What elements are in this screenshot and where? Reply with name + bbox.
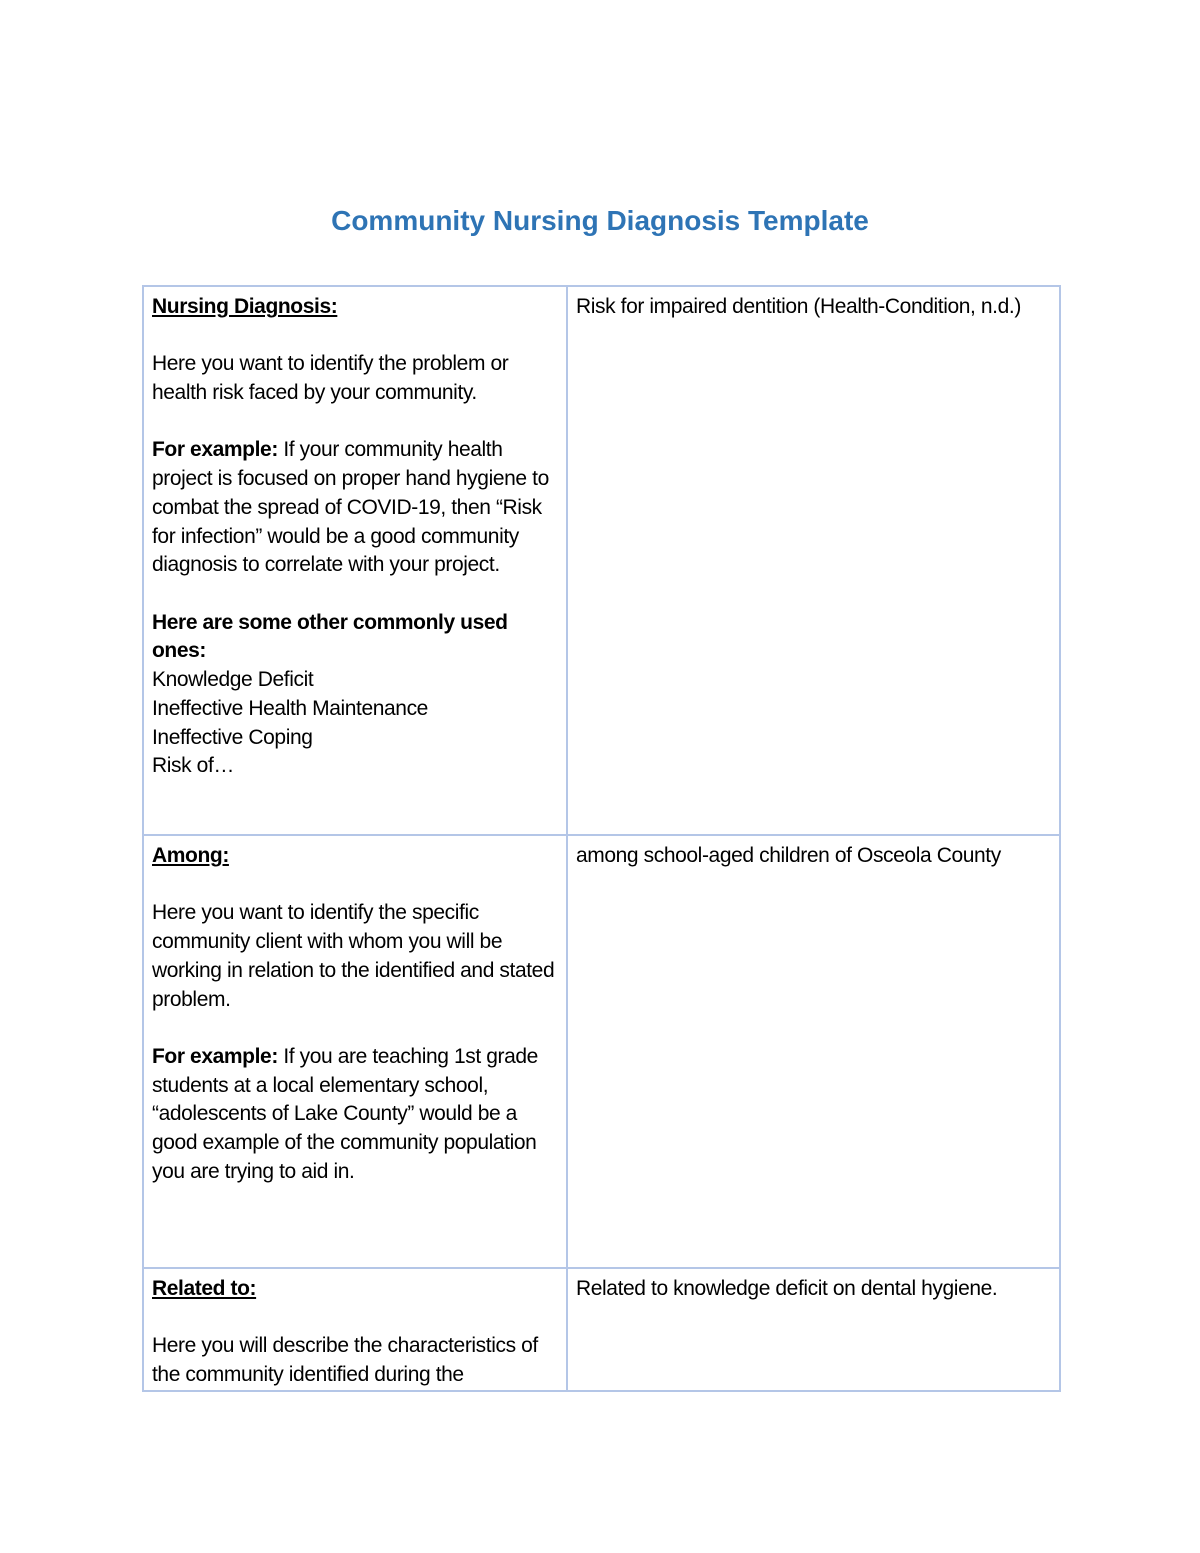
related-to-guidance-cell: [143, 1268, 567, 1391]
nursing-diagnosis-answer: Risk for impaired dentition (Health-Condition, n.d.): [576, 295, 1021, 318]
related-to-description: Here you will describe the characteristics of the community identified during the: [152, 1334, 538, 1387]
table-row: [143, 1268, 1060, 1391]
related-to-answer-cell: [567, 1268, 1060, 1391]
related-to-answer: Related to knowledge deficit on dental hygiene.: [576, 1277, 998, 1300]
among-example: [152, 1043, 558, 1187]
page-title: Community Nursing Diagnosis Template: [331, 205, 869, 236]
example-text: If your community health project is focused on proper hand hygiene to combat the spread of COVID-19, then “Risk for infection” would be a good community diagnosis to correlate with your project.: [152, 438, 549, 577]
among-guidance-cell: [143, 835, 567, 1268]
among-answer: among school-aged children of Osceola County: [576, 844, 1001, 867]
nursing-diagnosis-label: Nursing Diagnosis:: [152, 295, 338, 318]
list-item: Ineffective Health Maintenance: [152, 696, 428, 720]
among-description: Here you want to identify the specific community client with whom you will be working in relation to the identified and stated problem.: [152, 901, 555, 1011]
nursing-diagnosis-description: Here you want to identify the problem or health risk faced by your community.: [152, 352, 509, 405]
among-answer-cell: [567, 835, 1060, 1268]
among-label: Among:: [152, 844, 229, 867]
nursing-diagnosis-answer-cell: [567, 286, 1060, 835]
related-to-label: Related to:: [152, 1277, 257, 1300]
common-diagnoses-heading: Here are some other commonly used ones:: [152, 610, 508, 663]
example-label: For example:: [152, 438, 278, 462]
diagnosis-table: [142, 285, 1061, 1392]
nursing-diagnosis-guidance-cell: [143, 286, 567, 835]
example-text: If you are teaching 1st grade students at a local elementary school, “adolescents of Lake County” would be a good example of the community population you are trying to aid in.: [152, 1044, 538, 1183]
table-row: [143, 835, 1060, 1268]
nursing-diagnosis-example: [152, 436, 558, 580]
list-item: Risk of…: [152, 754, 234, 778]
example-label: For example:: [152, 1044, 278, 1068]
table-row: [143, 286, 1060, 835]
list-item: Knowledge Deficit: [152, 668, 314, 692]
list-item: Ineffective Coping: [152, 725, 313, 749]
